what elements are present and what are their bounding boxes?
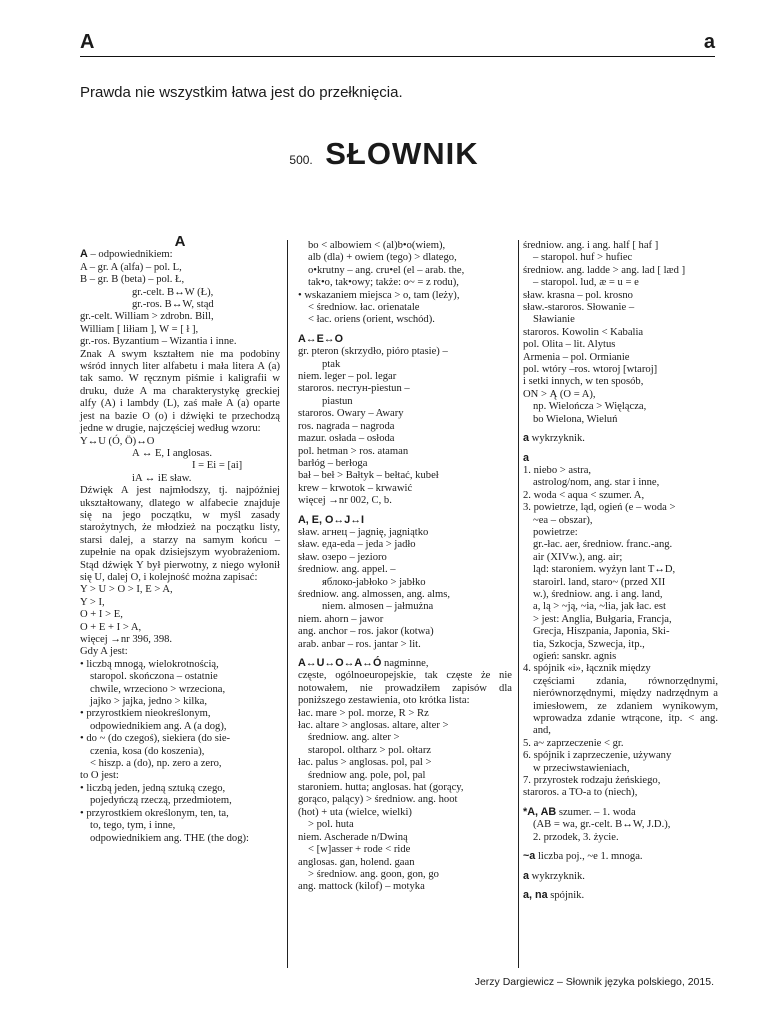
entry-line (523, 432, 718, 445)
entry-text: Armenia – pol. Ormianie (523, 351, 630, 363)
entry-line (523, 806, 718, 819)
entry-text: ląd: staroniem. wyżyn lant T↔D, (533, 564, 676, 576)
entry-text: • liczbą mnogą, wielokrotnością, (80, 658, 219, 670)
entry-text: Sławianie (533, 314, 575, 326)
entry-line (80, 733, 280, 745)
entry-line (523, 364, 718, 376)
entry-text: wykrzyknik. (529, 870, 585, 882)
entry-text: gr.-ros. B↔W, stąd (132, 299, 214, 311)
entry-text: bo Wielona, Wieluń (533, 413, 618, 425)
entry-line (298, 626, 512, 638)
entry-line (298, 446, 512, 458)
entry-line (523, 787, 718, 799)
entry-line (298, 745, 512, 757)
entry-line (80, 473, 280, 485)
entry-line (523, 639, 718, 651)
entry-text: czenia, kosa (do koszenia), (90, 745, 205, 757)
entry-line (298, 869, 512, 881)
entry-text: to O jest: (80, 770, 119, 782)
entry-text: Y > I, (80, 596, 105, 608)
motto: Prawda nie wszystkim łatwa jest do przełknięcia. (80, 84, 403, 101)
entry-line (80, 287, 280, 299)
entry-text: ogień: sanskr. agnis (533, 651, 617, 662)
entry-line (298, 844, 512, 856)
entry-text: jajko > jajka, jedno > kilka, (90, 696, 207, 708)
entry-text: staroniem. hutta; anglosas. hat (gorący, (298, 782, 464, 794)
entry-line (80, 659, 280, 671)
entry-line (80, 696, 280, 708)
entry-line (523, 832, 718, 844)
entry-text: nagminne, (381, 658, 429, 669)
entry-line (298, 819, 512, 831)
page-title (0, 136, 768, 172)
entry-line (523, 515, 718, 527)
entry-text: A – gr. A (alfa) – pol. L, (80, 261, 182, 273)
entry-text: 3. powietrze, ląd, ogień (e – woda > (523, 502, 676, 514)
entry-text: średniow ang. pole, pol, pal (308, 769, 426, 781)
entry-text: (hot) + uta (wielce, wielki) (298, 806, 412, 818)
entry-line (298, 252, 512, 264)
entry-text: ~ea – obszar), (533, 514, 593, 526)
entry-text: staropol. oltharz > pol. ołtarz (308, 744, 432, 756)
entry-text: 1. niebo > astra, (523, 464, 592, 476)
entry-text: sław.-staroros. Słowanie – (523, 302, 635, 314)
entry-text: Dźwięk A jest najmłodszy, tj. najpóźniej ukształtowany, dlatego w alfabecie znajduje się na jego początku, w myśl zasady starożytnych, że młodzież na początku listy, starsi dalej, a starzy na samym końcu – zupełnie na opak dzisiejszym wyobrażeniom. Stąd dźwięk Y był pierwotny, z niego wyłonił się U, dalej O, i kolejność można zapisać: (80, 485, 280, 583)
entry-line (523, 527, 718, 539)
entry-line (298, 720, 512, 732)
entry-text: częste, ogólnoeuropejskie, tak częste że nie notowałem, nie prowadziłem zapisów dla poniższego zestawienia, oto krótka lista: (298, 670, 512, 707)
entry-line (298, 371, 512, 383)
header-rule (80, 56, 715, 57)
entry-text: staroros. Owary – Awary (298, 408, 404, 420)
entry-text: O + E + I > A, (80, 621, 142, 633)
entry-line (523, 626, 718, 638)
entry-line (80, 597, 280, 609)
entry-text: pol. wtóry –ros. wtoroj [wtaroj] (523, 364, 658, 376)
entry-line (298, 333, 512, 346)
entry-text: staroros. a TO-a to (niech), (523, 787, 638, 799)
entry-text: więcej →nr 002, C, b. (298, 495, 392, 507)
entry-text: sław. krasna – pol. krosno (523, 289, 633, 301)
entry-text: • liczbą jeden, jedną sztuką czego, (80, 782, 226, 794)
entry-text: < hiszp. a (do), np. zero a zero, (90, 758, 222, 770)
entry-text: iA ↔ iE sław. (132, 472, 192, 484)
page-title-word: SŁOWNIK (325, 136, 479, 171)
entry-line (523, 589, 718, 601)
entry-text: 7. przyrostek rodzaju żeńskiego, (523, 775, 661, 787)
entry-text: ON > Ą (O = A), (523, 388, 596, 400)
headword: ~a (523, 850, 536, 863)
entry-text: • do ~ (do czegoś), siekiera (do sie- (80, 733, 231, 745)
entry-line (80, 311, 280, 323)
entry-text: < łac. oriens (orient, wschód). (308, 314, 435, 326)
entry-line (523, 327, 718, 339)
entry-text: średniow. ang. i ang. half [ haf ] (523, 240, 659, 251)
entry-line (523, 290, 718, 302)
entry-line (298, 314, 512, 326)
entry-line (523, 870, 718, 883)
header-left-letter: A (80, 31, 95, 53)
entry-text: sław. агнец – jagnię, jagniątko (298, 526, 429, 538)
entry-line (298, 483, 512, 495)
entry-line (298, 807, 512, 819)
entry-text: niem. leger – pol. legar (298, 371, 397, 383)
entry-line (298, 240, 512, 252)
entry-text: bał – beł > Bałtyk – bełtać, kubeł (298, 470, 439, 482)
headword: a (523, 451, 530, 464)
entry-line (298, 302, 512, 314)
entry-text: staroros. пестун-piestun – (298, 383, 410, 395)
entry-line (80, 448, 280, 460)
entry-text: pojedyńczą rzeczą, przedmiotem, (90, 795, 232, 807)
entry-text: średniow. ang. appel. – (298, 564, 396, 576)
entry-text: więcej →nr 396, 398. (80, 634, 173, 645)
entry-text: ptak (322, 358, 341, 370)
entry-text: gr.-celt. William > zdrobn. Bill, (80, 311, 214, 323)
entry-line (523, 577, 718, 589)
entry-line (298, 782, 512, 794)
entry-line (298, 470, 512, 482)
entry-text: pol. hetman > ros. ataman (298, 445, 409, 457)
entry-text: 2. przodek, 3. życie. (533, 831, 619, 843)
entry-line (298, 552, 512, 564)
entry-line (523, 265, 718, 277)
entry-line (523, 676, 718, 738)
entry-text: ros. nagrada – nagroda (298, 420, 395, 432)
entry-text: średniow. ang. ladde > ang. lad [ læd ] (523, 264, 686, 276)
entry-line (523, 614, 718, 626)
entry-line (298, 577, 512, 589)
entry-line (298, 495, 512, 507)
entry-text: średniow. ang. alter > (308, 732, 400, 744)
entry-text: niem. Ascherade n/Dwiną (298, 831, 408, 843)
entry-text: • przyrostkiem określonym, ten, ta, (80, 807, 229, 819)
entry-text: sław. озеро – jezioro (298, 551, 387, 563)
entry-line (523, 750, 718, 762)
entry-line (298, 589, 512, 601)
entry-line (80, 671, 280, 683)
entry-text: Gdy A jest: (80, 646, 128, 658)
column-3 (523, 240, 718, 902)
entry-text: Y > U > O > I, E > A, (80, 584, 173, 596)
column-divider (287, 240, 288, 968)
entry-text: William [ liłiam ], W = [ ł ], (80, 323, 199, 335)
entry-text: mazur. osłada – osłoda (298, 433, 395, 445)
entry-text: niem. ahorn – jawor (298, 613, 384, 625)
entry-text: A ↔ E, I anglosas. (132, 447, 213, 459)
headword: a (523, 869, 530, 882)
page-number: 500. (289, 153, 313, 167)
entry-text: < [w]asser + rode < ride (308, 844, 411, 856)
entry-text: łac. mare > pol. morze, R > Rz (298, 707, 429, 719)
entry-text: gr.-ros. Byzantium – Wizantia i inne. (80, 336, 237, 348)
entry-line (80, 485, 280, 584)
entry-text: i setki innych, w ten sposób, (523, 376, 644, 388)
headword: A (80, 248, 88, 261)
entry-text: > pol. huta (308, 819, 354, 831)
entry-line (298, 359, 512, 371)
entry-line (523, 763, 718, 775)
entry-line (298, 881, 512, 893)
entry-text: sław. еда-eda – jeda > jadło (298, 539, 416, 551)
entry-text: Y↔U (Ó, Ö)↔O (80, 435, 155, 447)
entry-line (80, 349, 280, 436)
entry-line (80, 646, 280, 658)
entry-text: – staropol. lud, æ = u = e (533, 277, 639, 289)
entry-line (80, 262, 280, 274)
entry-line (298, 290, 512, 302)
entry-text: astrolog/nom, ang. star i inne, (533, 477, 660, 489)
entry-text: np. Wielończa > Więlącza, (533, 401, 647, 413)
entry-text: – odpowiednikiem: (87, 249, 173, 261)
entry-line (523, 240, 718, 252)
entry-line (80, 808, 280, 820)
entry-text: gr.-celt. B↔W (Ł), (132, 286, 214, 298)
entry-line (80, 274, 280, 286)
entry-line (523, 663, 718, 675)
entry-line (523, 775, 718, 787)
entry-line (523, 252, 718, 264)
entry-line (298, 770, 512, 782)
entry-text: < średniow. łac. orienatale (308, 302, 420, 314)
entry-line (80, 609, 280, 621)
entry-line (298, 832, 512, 844)
entry-line (523, 376, 718, 388)
entry-line (80, 820, 280, 832)
entry-line (80, 783, 280, 795)
entry-text: a, lą > ~ją, ~ia, ~lia, jak łac. est (533, 601, 666, 613)
entry-line (298, 732, 512, 744)
entry-text: яблоко-jabłoko > jabłko (322, 576, 426, 588)
entry-text: gr.-łac. aer, średniow. franc.-ang. (533, 539, 673, 551)
entry-line (523, 889, 718, 902)
entry-text: chwile, wrzeciono > wrzeciona, (90, 683, 226, 695)
entry-line (298, 794, 512, 806)
headword: A↔U↔O↔A↔Ó (298, 657, 382, 669)
entry-text: barłóg – berłoga (298, 457, 368, 469)
entry-line (523, 651, 718, 663)
entry-text: • przyrostkiem nieokreślonym, (80, 708, 211, 720)
entry-text: staroirl. land, staro~ (przed XII (533, 576, 666, 588)
entry-text: łac. palus > anglosas. pol, pal > (298, 757, 432, 769)
entry-line (298, 639, 512, 651)
entry-text: niem. almosen – jałmużna (322, 601, 434, 613)
entry-line (523, 490, 718, 502)
entry-line (298, 708, 512, 720)
entry-text: liczba poj., ~e 1. mnoga. (535, 851, 643, 863)
entry-text: piastun (322, 395, 353, 407)
entry-text: łac. altare > anglosas. altare, alter > (298, 720, 449, 732)
entry-text: o•krutny – ang. cru•el (el – arab. the, (308, 264, 465, 276)
entry-line (523, 389, 718, 401)
entry-line (80, 770, 280, 782)
entry-text: 6. spójnik i zaprzeczenie, używany (523, 750, 672, 762)
entry-line (298, 657, 512, 670)
entry-text: odpowiednikiem ang. A (a dog), (90, 720, 227, 732)
entry-line (523, 601, 718, 613)
entry-text: 4. spójnik «i», łącznik między (523, 663, 651, 675)
entry-line (80, 708, 280, 720)
entry-text: szumer. – 1. woda (556, 806, 636, 818)
entry-line (523, 819, 718, 831)
entry-text: arab. anbar – ros. jantar > lit. (298, 638, 421, 650)
entry-line (298, 514, 512, 527)
entry-text: spójnik. (547, 889, 585, 901)
entry-line (298, 396, 512, 408)
entry-line (298, 564, 512, 576)
entry-text: • wskazaniem miejsca > o, tam (leży), (298, 289, 460, 301)
entry-line (298, 539, 512, 551)
entry-text: gr. pteron (skrzydło, pióro ptasie) – (298, 346, 448, 358)
headword: A↔E↔O (298, 332, 343, 345)
entry-text: to, tego, tym, i inne, (90, 820, 176, 832)
entry-line (80, 324, 280, 336)
entry-text: (AB = wa, gr.-celt. B↔W, J.D.), (533, 819, 671, 831)
entry-line (298, 421, 512, 433)
entry-line (80, 436, 280, 448)
entry-line (298, 458, 512, 470)
headword: *A, AB (523, 805, 557, 818)
entry-text: bo < albowiem < (al)b•o(wiem), (308, 240, 446, 251)
entry-text: 2. woda < aqua < szumer. A, (523, 489, 645, 501)
entry-line (80, 758, 280, 770)
entry-line (298, 614, 512, 626)
entry-line (298, 346, 512, 358)
entry-text: Grecja, Hiszpania, Japonia, Ski- (533, 626, 670, 638)
entry-line (523, 465, 718, 477)
entry-text: > jest: Anglia, Bułgaria, Francja, (533, 613, 672, 625)
entry-text: – staropol. huf > hufiec (533, 252, 633, 264)
entry-text: staroros. Kowolin < Kabalia (523, 326, 644, 338)
entry-line (80, 634, 280, 646)
entry-text: O + I > E, (80, 609, 123, 621)
entry-line (523, 302, 718, 314)
entry-line (523, 414, 718, 426)
entry-text: powietrze: (533, 526, 578, 538)
entry-text: krew – krwotok – krwawić (298, 482, 413, 494)
entry-text: 5. a~ zaprzeczenie < gr. (523, 737, 624, 749)
entry-line (298, 265, 512, 277)
column-divider (518, 240, 519, 968)
entry-line (523, 477, 718, 489)
entry-line (80, 684, 280, 696)
entry-text: wykrzyknik. (529, 433, 585, 445)
entry-text: tia, Szkocja, Szwecja, itp., (533, 638, 645, 650)
header-right-letter: a (703, 31, 715, 53)
entry-text: gorąco, palący) > średniow. ang. hoot (298, 794, 458, 806)
footer-citation: Jerzy Dargiewicz – Słownik języka polskiego, 2015. (474, 976, 714, 988)
entry-line (80, 233, 280, 250)
entry-line (80, 746, 280, 758)
headword: A, E, O↔J↔I (298, 513, 364, 526)
entry-line (523, 277, 718, 289)
entry-text: B – gr. B (beta) – pol. Ł, (80, 274, 185, 286)
headword: a (523, 432, 530, 445)
entry-text: air (XIVw.), ang. air; (533, 551, 623, 563)
entry-line (80, 248, 280, 261)
entry-line (80, 460, 280, 472)
entry-text: Znak A swym kształtem nie ma podobiny wśród innych liter alfabetu i mała litera A (a) tak samo. W ręcznym piśmie i kaligrafii w druku, duże A ma charakterystykę greckiej alfy (A) i lambdy (L), zaś małe A (a) oparte jest na bazie O (o) i dźwięki te przechodzą jedne w drugie, najczęściej według wzoru: (80, 348, 280, 435)
entry-text: w przeciwstawieniach, (533, 762, 630, 774)
entry-line (298, 601, 512, 613)
entry-line (298, 757, 512, 769)
entry-line (298, 857, 512, 869)
entry-line (80, 299, 280, 311)
entry-text: ang. anchor – ros. jakor (kotwa) (298, 626, 434, 638)
entry-line (298, 670, 512, 707)
entry-text: staropol. skończona – ostatnie (90, 671, 218, 683)
entry-line (523, 564, 718, 576)
entry-line (523, 339, 718, 351)
entry-line (80, 622, 280, 634)
entry-line (298, 383, 512, 395)
entry-line (298, 527, 512, 539)
entry-line (523, 452, 718, 465)
entry-text: anglosas. gan, holend. gaan (298, 856, 415, 868)
entry-line (298, 433, 512, 445)
entry-text: w.), średniow. ang. i ang. land, (533, 588, 663, 600)
entry-line (523, 352, 718, 364)
entry-line (523, 738, 718, 750)
entry-text: częściami zdania, równorzędnymi, nierównorzędnymi, między nadrzędnym a imiesłowem, ze zdaniem wynikowym, wprowadza zdanie wtrącone, itp. < ang. and, (533, 675, 718, 737)
entry-text: średniow. ang. almossen, ang. alms, (298, 588, 451, 600)
entry-line (523, 502, 718, 514)
entry-line (80, 721, 280, 733)
entry-text: alb (dla) + owiem (tego) > dlatego, (308, 252, 457, 264)
entry-text: odpowiednikiem ang. THE (the dog): (90, 832, 249, 844)
column-2 (298, 240, 512, 894)
entry-text: ang. mattock (kilof) – motyka (298, 881, 425, 893)
entry-line (523, 552, 718, 564)
headword: a, na (523, 888, 548, 901)
entry-text: > średniow. ang. goon, gon, go (308, 868, 439, 880)
entry-line (80, 336, 280, 348)
entry-text: A (174, 233, 186, 250)
entry-line (298, 277, 512, 289)
entry-line (523, 850, 718, 863)
entry-line (80, 584, 280, 596)
column-1 (80, 233, 280, 845)
entry-line (523, 539, 718, 551)
entry-line (523, 314, 718, 326)
entry-line (298, 408, 512, 420)
entry-line (80, 795, 280, 807)
entry-text: pol. Olita – lit. Alytus (523, 339, 616, 351)
entry-line (523, 401, 718, 413)
entry-line (80, 833, 280, 845)
entry-text: I = Ei = [ai] (192, 460, 243, 472)
entry-text: tak•o, tak•owy; także: o~ = z rodu), (308, 277, 459, 289)
